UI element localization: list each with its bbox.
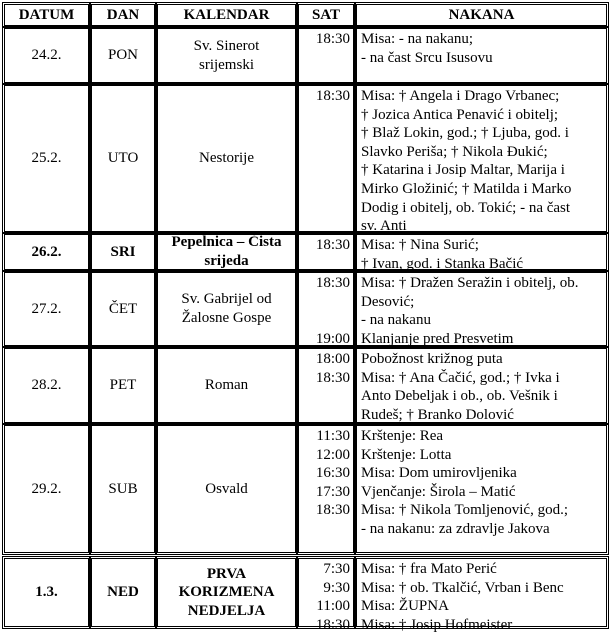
dan-cell <box>89 423 157 555</box>
nakana-line: Misa: † Angela i Drago Vrbanec; <box>361 88 560 104</box>
sat-cell <box>296 346 356 425</box>
datum-text: 25.2. <box>31 150 62 167</box>
header-sat <box>296 2 356 28</box>
time-line: 18:30 <box>315 237 350 253</box>
time-line <box>299 311 350 330</box>
dan-text: PET <box>109 377 137 394</box>
dan-text: SUB <box>108 480 138 497</box>
time-line: 7:30 <box>323 561 350 577</box>
nakana-cell <box>354 26 609 85</box>
nakana-line: Mirko Gložinić; † Matilda i Marko <box>361 180 572 197</box>
header-dan-label: DAN <box>106 6 140 23</box>
time-line: 18:30 <box>315 616 350 633</box>
nakana-line: Krštenje: Rea <box>361 428 444 444</box>
datum-cell <box>2 26 91 85</box>
kalendar-cell <box>155 423 298 555</box>
nakana-line: Misa: † Dražen Seražin i obitelj, ob. <box>361 275 579 291</box>
datum-text: 1.3. <box>35 584 58 601</box>
time-line: 9:30 <box>323 579 350 596</box>
kalendar-line: Osvald <box>205 480 248 497</box>
time-line: 18:30 <box>315 275 350 291</box>
nakana-line: Misa: Dom umirovljenika <box>361 465 517 482</box>
nakana-cell <box>354 232 609 272</box>
nakana-cell <box>354 556 609 633</box>
sat-cell <box>296 232 356 272</box>
header-sat-label: SAT <box>311 6 341 23</box>
dan-cell <box>89 232 157 272</box>
nakana-line: Rudeš; † Branko Dolović <box>361 406 514 423</box>
nakana-line: sv. Anti <box>361 218 407 235</box>
sat-cell <box>296 26 356 85</box>
nakana-line: † Blaž Lokin, god.; † Ljuba, god. i <box>361 125 569 142</box>
dan-text: SRI <box>110 243 136 260</box>
kalendar-cell <box>155 346 298 425</box>
nakana-line: † Jozica Antica Penavić i obitelj; <box>361 106 559 123</box>
datum-text: 28.2. <box>31 377 62 394</box>
datum-cell <box>2 423 91 555</box>
datum-cell <box>2 270 91 348</box>
kalendar-cell <box>155 232 298 272</box>
nakana-cell <box>354 423 609 555</box>
kalendar-line: Pepelnica – Čista <box>171 234 282 251</box>
nakana-cell <box>354 346 609 425</box>
header-kalendar <box>155 2 298 28</box>
sat-cell <box>296 83 356 234</box>
dan-cell <box>89 270 157 348</box>
nakana-cell <box>354 270 609 348</box>
nakana-line: Klanjanje pred Presvetim <box>361 330 514 347</box>
time-line: 18:30 <box>315 88 350 104</box>
datum-cell <box>2 232 91 272</box>
nakana-line: Pobožnost križnog puta <box>361 351 503 367</box>
time-line: 19:00 <box>315 330 350 347</box>
kalendar-line: Roman <box>204 377 249 394</box>
sat-cell <box>296 556 356 633</box>
nakana-line: Slavko Periša; † Nikola Đukić; <box>361 143 548 160</box>
kalendar-line: srijemski <box>198 56 254 73</box>
kalendar-line: Nestorije <box>199 150 254 167</box>
nakana-line: Misa: ŽUPNA <box>361 598 449 615</box>
nakana-line: Misa: - na nakanu; <box>361 31 474 47</box>
sat-cell <box>296 423 356 555</box>
nakana-line: † Ivan, god. i Stanka Bačić <box>361 255 524 272</box>
kalendar-line: srijeda <box>204 253 249 269</box>
dan-text: ČET <box>108 300 138 317</box>
nakana-line: Misa: † Nina Surić; <box>361 237 479 253</box>
nakana-cell <box>354 83 609 234</box>
schedule-table <box>2 2 609 633</box>
datum-cell <box>2 556 91 629</box>
nakana-line: Misa: † fra Mato Perić <box>361 561 497 577</box>
kalendar-line: Sv. Sinerot <box>193 37 260 54</box>
nakana-line: Misa: † Nikola Tomljenović, god.; <box>361 502 568 519</box>
header-nakana-label: NAKANA <box>448 6 515 23</box>
kalendar-line: PRVA <box>206 565 247 582</box>
nakana-line: Krštenje: Lotta <box>361 446 452 463</box>
header-nakana <box>354 2 609 28</box>
kalendar-cell <box>155 83 298 234</box>
nakana-line: - na nakanu: za zdravlje Jakova <box>361 520 550 537</box>
header-dan <box>89 2 157 28</box>
kalendar-line: Sv. Gabrijel od <box>181 291 272 308</box>
datum-text: 27.2. <box>31 300 62 317</box>
nakana-line: † Katarina i Josip Maltar, Marija i <box>361 162 565 179</box>
dan-cell <box>89 26 157 85</box>
header-kalendar-label: KALENDAR <box>183 6 270 23</box>
dan-cell <box>89 556 157 629</box>
time-line: 16:30 <box>315 465 350 482</box>
time-line: 12:00 <box>315 446 350 463</box>
datum-text: 29.2. <box>31 480 62 497</box>
dan-text: PON <box>107 47 138 64</box>
kalendar-line: Žalosne Gospe <box>181 310 272 326</box>
datum-text: 24.2. <box>31 47 62 64</box>
header-datum-label: DATUM <box>18 6 75 23</box>
time-line <box>299 293 350 312</box>
kalendar-line: KORIZMENA <box>178 584 275 601</box>
nakana-line: Desović; <box>361 293 415 310</box>
time-line: 18:00 <box>315 351 350 367</box>
kalendar-cell <box>155 26 298 85</box>
kalendar-cell <box>155 556 298 629</box>
nakana-line: - na čast Srcu Isusovu <box>361 49 493 66</box>
kalendar-line: NEDJELJA <box>187 602 266 619</box>
datum-cell <box>2 346 91 425</box>
datum-text: 26.2. <box>31 243 62 260</box>
header-datum <box>2 2 91 28</box>
dan-text: UTO <box>107 150 139 167</box>
datum-cell <box>2 83 91 234</box>
nakana-line: Anto Debeljak i ob., ob. Vešnik i <box>361 388 558 405</box>
nakana-line: Misa: † Josip Hofmeister <box>361 616 513 633</box>
nakana-line: Vjenčanje: Širola – Matić <box>361 483 516 500</box>
dan-text: NED <box>107 584 139 601</box>
nakana-line: Misa: † ob. Tkalčić, Vrban i Benc <box>361 579 564 596</box>
kalendar-cell <box>155 270 298 348</box>
time-line: 18:30 <box>315 502 350 519</box>
time-line: 11:00 <box>316 598 350 615</box>
time-line: 11:30 <box>316 428 350 444</box>
time-line: 17:30 <box>315 483 350 500</box>
time-line: 18:30 <box>315 31 350 47</box>
sat-cell <box>296 270 356 348</box>
nakana-line: - na nakanu <box>361 312 431 329</box>
nakana-line: Dodig i obitelj, ob. Tokić; - na čast <box>361 199 571 216</box>
dan-cell <box>89 346 157 425</box>
dan-cell <box>89 83 157 234</box>
time-line: 18:30 <box>315 369 350 386</box>
nakana-line: Misa: † Ana Čačić, god.; † Ivka i <box>361 369 560 386</box>
